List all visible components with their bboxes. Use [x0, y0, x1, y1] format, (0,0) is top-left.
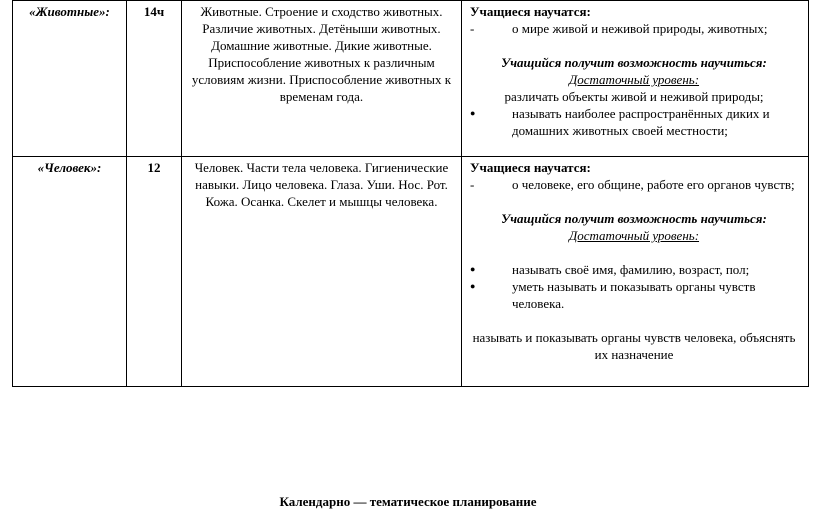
results-cell: [462, 1, 809, 157]
level-label: Достаточный уровень:: [568, 72, 700, 87]
bullet-icon: ●: [470, 281, 476, 291]
table-row: [13, 1, 809, 157]
table-row: [13, 157, 809, 387]
opportunity-heading: Учащийся получит возможность научиться:: [501, 211, 767, 226]
content-text: Человек. Части тела человека. Гигиенические навыки. Лицо человека. Глаза. Уши. Нос. Рот. Кожа. Осанка. Скелет и мышцы человека.: [194, 160, 449, 209]
hours-cell: [127, 1, 182, 157]
learn-item-text: о человеке, его общине, работе его органов чувств;: [512, 177, 795, 192]
planning-table: [12, 0, 809, 387]
topic-title: «Животные»:: [29, 4, 110, 19]
dash-marker: -: [470, 21, 475, 36]
level-label: Достаточный уровень:: [568, 228, 700, 243]
bullet-icon: ●: [470, 264, 476, 274]
level-line: различать объекты живой и неживой природы;: [504, 89, 764, 104]
content-cell: [182, 1, 462, 157]
topic-cell: [13, 157, 127, 387]
learn-heading: Учащиеся научатся:: [470, 4, 591, 19]
learn-heading: Учащиеся научатся:: [470, 160, 591, 175]
list-item: [470, 278, 798, 312]
content-text: Животные. Строение и сходство животных. Различие животных. Детёныши животных. Домашние животные. Дикие животные. Приспособление животных к различным условиям жизни. Приспособление животных к временам года.: [191, 4, 452, 104]
list-item: [470, 105, 798, 139]
content-cell: [182, 157, 462, 387]
hours-value: 14ч: [143, 4, 165, 19]
hours-cell: [127, 157, 182, 387]
topic-cell: [13, 1, 127, 157]
closing-text: называть и показывать органы чувств человека, объяснять их назначение: [472, 330, 796, 362]
bullet-text: называть своё имя, фамилию, возраст, пол;: [512, 262, 750, 277]
topic-title: «Человек»:: [37, 160, 102, 175]
bullet-icon: ●: [470, 108, 476, 118]
opportunity-heading: Учащийся получит возможность научиться:: [501, 55, 767, 70]
dash-marker: -: [470, 177, 475, 192]
learn-item-text: о мире живой и неживой природы, животных;: [512, 21, 768, 36]
page-footer-title: Календарно — тематическое планирование: [279, 494, 537, 509]
results-cell: [462, 157, 809, 387]
list-item: [470, 20, 798, 37]
list-item: [470, 261, 798, 278]
bullet-text: уметь называть и показывать органы чувств человека.: [512, 279, 756, 311]
hours-value: 12: [147, 160, 161, 175]
list-item: [470, 176, 798, 193]
bullet-text: называть наиболее распространённых диких и домашних животных своей местности;: [512, 106, 770, 138]
